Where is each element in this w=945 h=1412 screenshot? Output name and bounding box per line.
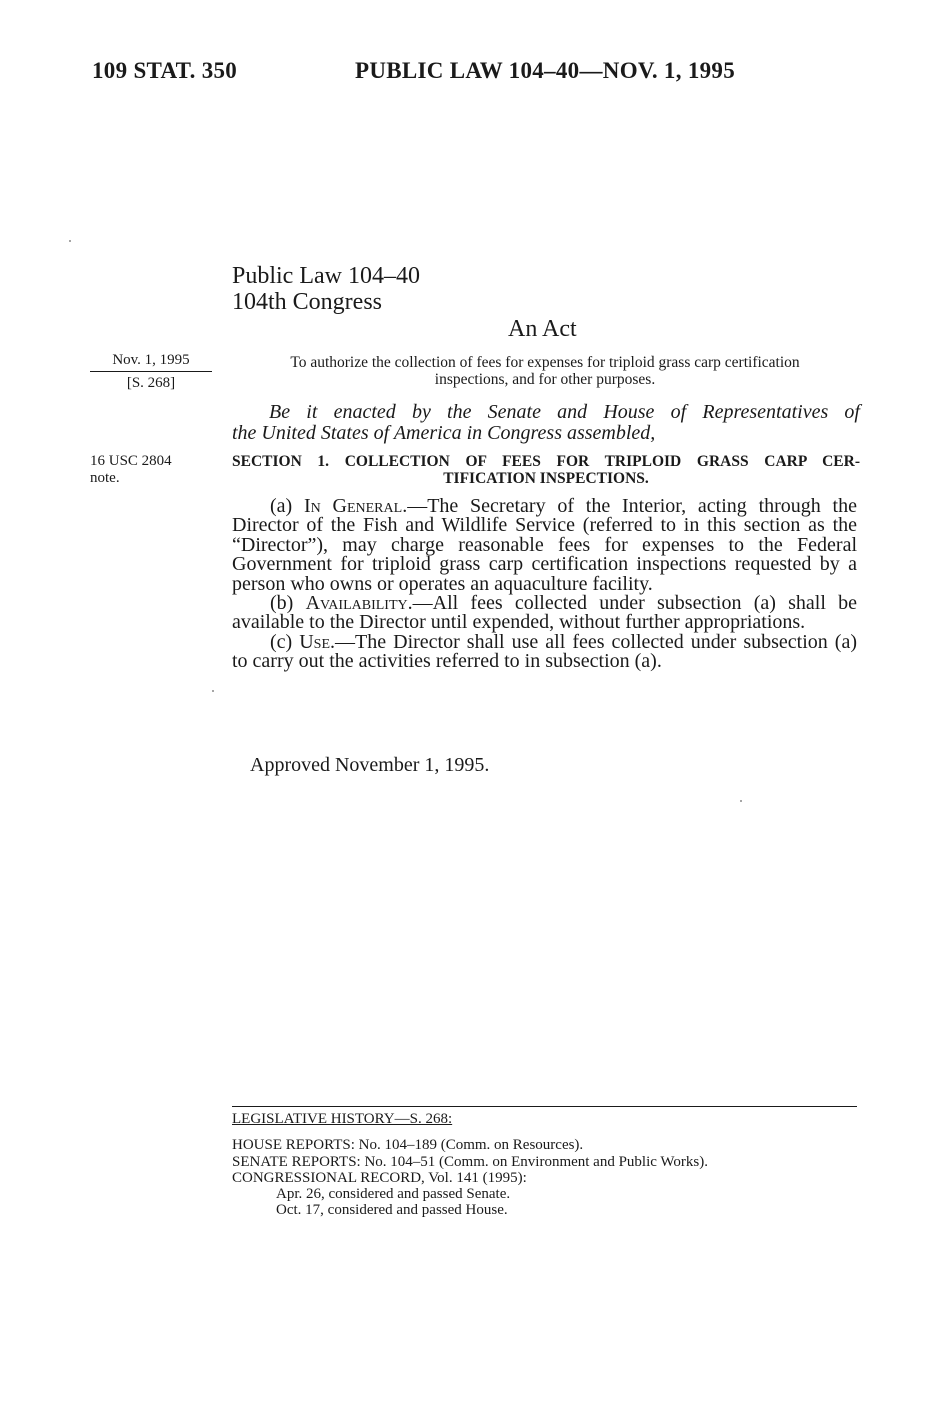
- subsection-text: .—The Secretary of the Interior, acting through the Director of the Fish and Wildlife Service (referred to in this section as the “Director”), may charge reasonable fees for expenses to the Federal Government for triploid grass carp certification inspections requested by a person who owns or operates an aquaculture facility.: [232, 495, 857, 595]
- usc-citation-note: note.: [90, 470, 120, 486]
- section-body: [232, 497, 857, 672]
- subsection-caption: In General: [303, 495, 403, 517]
- subsection-a: [232, 497, 857, 594]
- scan-speck: [740, 800, 742, 802]
- running-title: PUBLIC LAW 104–40—NOV. 1, 1995: [355, 58, 736, 83]
- history-action: Apr. 26, considered and passed Senate.: [276, 1186, 511, 1203]
- margin-note-date: Nov. 1, 1995: [90, 352, 212, 372]
- house-reports: HOUSE REPORTS: No. 104–189 (Comm. on Resources).: [232, 1137, 584, 1154]
- legislative-history: [232, 1111, 857, 1219]
- public-law-title: Public Law 104–40: [232, 263, 420, 289]
- subsection-caption: Use: [299, 630, 331, 653]
- enacting-clause-line-2: the United States of America in Congress assembled,: [232, 422, 656, 444]
- act-purpose: [240, 354, 850, 388]
- subsection-b: [232, 594, 857, 633]
- stat-citation: 109 STAT. 350: [92, 58, 238, 83]
- margin-note-usc-citation: [90, 453, 200, 487]
- purpose-line-2: inspections, and for other purposes.: [434, 371, 656, 388]
- subsection-label: (c): [270, 630, 300, 653]
- history-divider: [232, 1106, 857, 1107]
- subsection-c: [232, 630, 857, 673]
- legislative-history-title: LEGISLATIVE HISTORY—S. 268:: [232, 1111, 453, 1127]
- usc-citation-line: 16 USC 2804: [90, 453, 172, 469]
- section-heading-line-2: TIFICATION INSPECTIONS.: [443, 470, 649, 487]
- subsection-label: (b): [270, 592, 306, 615]
- senate-reports: SENATE REPORTS: No. 104–51 (Comm. on Environment and Public Works).: [232, 1153, 708, 1170]
- margin-note-bill-number: [S. 268]: [126, 375, 176, 391]
- section-heading: [232, 453, 860, 487]
- approval-date: Approved November 1, 1995.: [250, 754, 490, 776]
- subsection-text: .—The Director shall use all fees collected under subsection (a) to carry out the activities referred to in subsection (a).: [232, 630, 857, 673]
- scan-speck: [69, 240, 71, 242]
- enacting-clause: [232, 402, 860, 444]
- scan-speck: [212, 690, 214, 692]
- act-heading: An Act: [508, 316, 577, 342]
- subsection-text: .—All fees collected under subsection (a) shall be available to the Director until expended, without further appropriations.: [232, 592, 858, 634]
- congress-number: 104th Congress: [232, 289, 382, 315]
- purpose-line-1: To authorize the collection of fees for expenses for triploid grass carp certification: [290, 354, 800, 371]
- subsection-label: (a): [270, 495, 304, 517]
- section-heading-line-1: SECTION 1. COLLECTION OF FEES FOR TRIPLOID GRASS CARP CER-: [232, 453, 860, 470]
- subsection-caption: Availability: [305, 592, 408, 615]
- history-action: Oct. 17, considered and passed House.: [276, 1202, 508, 1219]
- congressional-record: CONGRESSIONAL RECORD, Vol. 141 (1995):: [232, 1169, 527, 1186]
- enacting-clause-line-1: Be it enacted by the Senate and House of Representatives of: [269, 401, 860, 423]
